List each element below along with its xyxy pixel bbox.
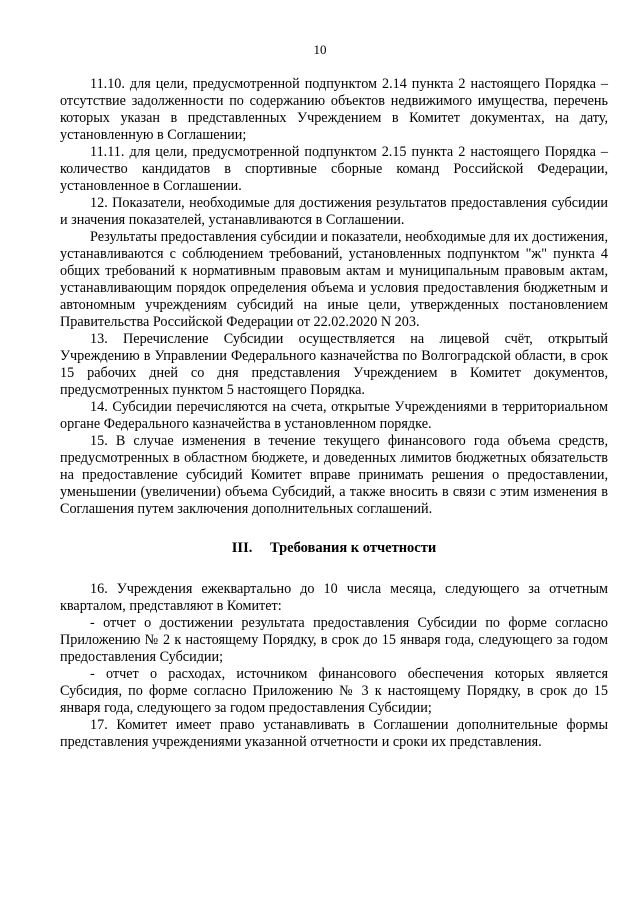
paragraph-14: 14. Субсидии перечисляются на счета, открытые Учреждениями в территориальном органе Федерального казначейства в установленном порядке.	[60, 399, 608, 432]
paragraph-16-report-results: - отчет о достижении результата предоставления Субсидии по форме согласно Приложению № 2 к настоящему Порядку, в срок до 15 января года, следующего за годом предоставления Субсидии;	[60, 615, 608, 665]
section-title: Требования к отчетности	[269, 540, 437, 556]
section-heading	[60, 540, 608, 557]
paragraph-12: 12. Показатели, необходимые для достижения результатов предоставления субсидии и значения показателей, устанавливаются в Соглашении.	[60, 195, 608, 228]
paragraph-16: 16. Учреждения ежеквартально до 10 числа месяца, следующего за отчетным кварталом, представляют в Комитет:	[60, 581, 608, 614]
paragraph-11-10: 11.10. для цели, предусмотренной подпунктом 2.14 пункта 2 настоящего Порядка – отсутствие задолженности по содержанию объектов недвижимого имущества, перечень которых указан в представленных Учреждением в Комитет документах, на дату, установленную в Соглашении;	[60, 76, 608, 143]
page-number: 10	[313, 42, 327, 57]
paragraph-12-results: Результаты предоставления субсидии и показатели, необходимые для их достижения, устанавливаются с соблюдением требований, установленных подпунктом "ж" пункта 4 общих требований к нормативным правовым актам и муниципальным правовым актам, устанавливающим порядок определения объема и условия предоставления бюджетным и автономным учреждениям субсидий на иные цели, утвержденных постановлением Правительства Российской Федерации от 22.02.2020 N 203.	[60, 229, 608, 330]
paragraph-17: 17. Комитет имеет право устанавливать в Соглашении дополнительные формы представления учреждениями указанной отчетности и сроки их представления.	[60, 717, 608, 750]
section-number: III.	[231, 540, 253, 556]
paragraph-15: 15. В случае изменения в течение текущего финансового года объема средств, предусмотренных в областном бюджете, и доведенных лимитов бюджетных обязательств на предоставление субсидий Комитет вправе принимать решения о предоставлении, уменьшении (увеличении) объема Субсидий, а также вносить в связи с этим изменения в Соглашения путем заключения дополнительных соглашений.	[60, 433, 608, 517]
paragraph-13: 13. Перечисление Субсидии осуществляется на лицевой счёт, открытый Учреждению в Управлении Федерального казначейства по Волгоградской области, в срок 15 рабочих дней со дня представления Учреждением в Комитет документов, предусмотренных пунктом 5 настоящего Порядка.	[60, 331, 608, 398]
document-body	[60, 76, 608, 751]
paragraph-11-11: 11.11. для цели, предусмотренной подпунктом 2.15 пункта 2 настоящего Порядка – количество кандидатов в спортивные сборные команд Российской Федерации, установленное в Соглашении.	[60, 144, 608, 194]
paragraph-16-report-expenses: - отчет о расходах, источником финансового обеспечения которых является Субсидия, по форме согласно Приложению № 3 к настоящему Порядку, в срок до 15 января года, следующего за годом предоставления Субсидии;	[60, 666, 608, 716]
